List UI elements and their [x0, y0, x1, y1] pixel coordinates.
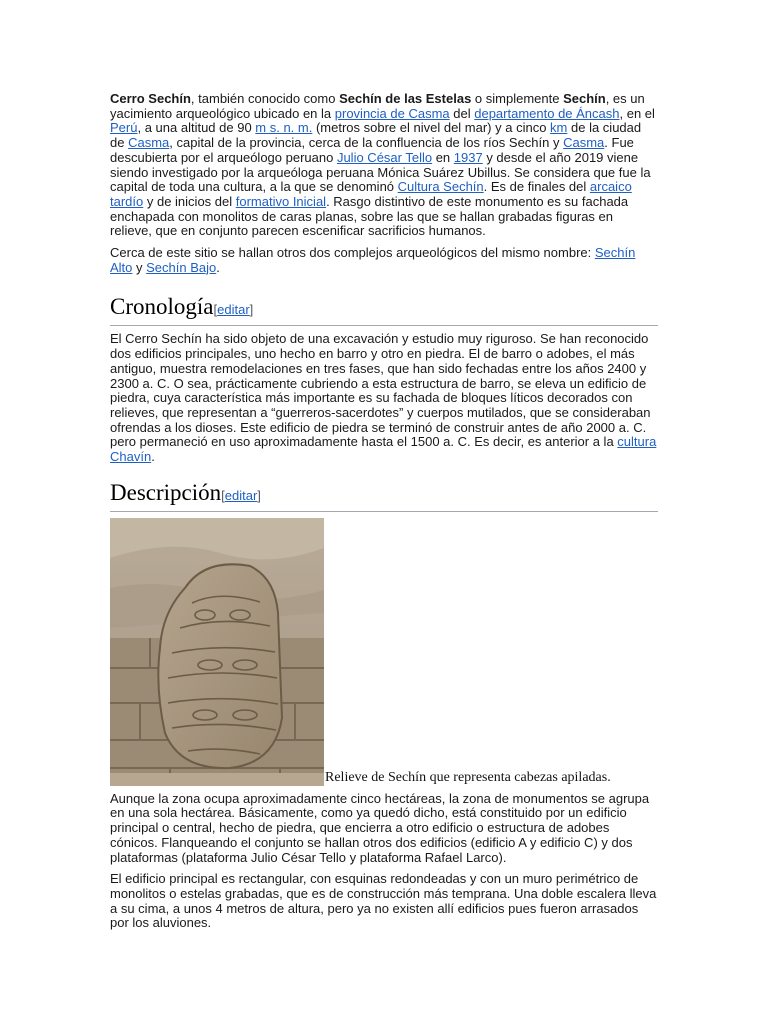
text-run: Aunque la zona ocupa aproximadamente cinco hectáreas, la zona de monumentos se agrupa en una sola hectárea. Básicamente, como ya quedó dicho, está constituido por un edificio principal o central, hecho de piedra, que encierra a otro edificio o estructura de adobes cónicos. Flanqueando el conjunto se hallan otros dos edificios (edificio A y edificio C) y dos plataformas (plataforma Julio César Tello y plataforma Rafael Larco). — [110, 790, 650, 865]
stone-relief-photo[interactable] — [110, 518, 324, 786]
inline-link[interactable]: Casma — [563, 135, 605, 151]
edit-section-link: [editar] — [221, 487, 261, 503]
text-run: Cerca de este sitio se hallan otros dos complejos arqueológicos del mismo nombre: — [110, 245, 595, 261]
inline-link[interactable]: cultura Chavín — [110, 434, 657, 465]
bold-term: Cerro Sechín — [110, 91, 191, 106]
text-run: en — [432, 149, 454, 165]
section-heading-cronologia: Cronología[editar] — [110, 293, 658, 326]
figure — [110, 518, 658, 786]
inline-link[interactable]: formativo Inicial — [235, 193, 327, 209]
edit-section-link: [editar] — [213, 302, 254, 318]
inline-link[interactable]: departamento de Áncash — [474, 105, 620, 121]
figure-caption: Relieve de Sechín que representa cabezas apiladas. — [325, 769, 611, 785]
text-run: . Es de finales del — [483, 179, 590, 195]
article — [110, 92, 658, 938]
text-run: , capital de la provincia, cerca de la confluencia de los ríos Sechín y — [169, 135, 564, 151]
section-heading-descripcion: Descripción[editar] — [110, 479, 658, 512]
text-run: , a una altitud de 90 — [137, 120, 256, 136]
text-run: . Rasgo distintivo de este monumento es su fachada enchapada con monolitos de caras planas, sobre las que se hallan grabadas figuras en relieve, que en conjunto parecen escenificar sacrificios humanos. — [110, 193, 629, 239]
inline-link[interactable]: 1937 — [453, 149, 483, 165]
bold-term: Sechín de las Estelas — [339, 91, 472, 106]
intro-paragraph-2 — [110, 246, 658, 275]
text-run: , es un yacimiento arqueológico ubicado en la — [110, 91, 645, 121]
inline-link[interactable]: m s. n. m. — [255, 120, 313, 136]
text-run: . Fue descubierta por el arqueólogo peruano — [110, 135, 634, 165]
descripcion-paragraph — [110, 792, 658, 866]
text-run: El edificio principal es rectangular, con esquinas redondeadas y con un muro perimétrico de monolitos o estelas grabadas, que es de construcción más temprana. Una doble escalera lleva a su cima, a unos 4 metros de altura, pero ya no existen allí edificios pues fueron arrasados por los aluviones. — [110, 871, 657, 931]
edit-link-descripcion[interactable]: editar — [224, 487, 258, 503]
inline-link[interactable]: arcaico tardío — [110, 179, 632, 209]
text-run: o simplemente — [471, 91, 564, 106]
inline-link[interactable]: km — [550, 120, 568, 136]
text-run: . — [216, 259, 220, 275]
inline-link[interactable]: Julio César Tello — [336, 149, 433, 165]
inline-link[interactable]: provincia de Casma — [334, 105, 450, 121]
inline-link[interactable]: Casma — [128, 135, 170, 151]
edit-link-cronologia[interactable]: editar — [217, 302, 250, 318]
text-run: de la ciudad de — [110, 120, 642, 151]
text-run: . — [151, 449, 155, 465]
text-run: y de inicios del — [143, 193, 236, 209]
intro-paragraph — [110, 92, 658, 239]
text-run: y desde el año 2019 viene siendo investigado por la arqueóloga peruana Mónica Suárez Ubillus. Se considera que fue la capital de toda una cultura, a la que se denominó — [110, 149, 651, 195]
cronologia-paragraph — [110, 332, 658, 464]
text-run: (metros sobre el nivel del mar) y a cinco — [312, 120, 551, 136]
text-run: y — [132, 259, 147, 275]
inline-link[interactable]: Cultura Sechín — [397, 179, 484, 195]
descripcion-paragraph-2 — [110, 872, 658, 931]
inline-link[interactable]: Sechín Bajo — [146, 259, 217, 275]
text-run: , en el — [619, 105, 655, 121]
text-run: El Cerro Sechín ha sido objeto de una excavación y estudio muy riguroso. Se han reconocido dos edificios principales, uno hecho en barro y otro en piedra. El de barro o adobes, el más antiguo, muestra remodelaciones en tres fases, que han sido fechadas entre los años 2400 y 2300 a. C. O sea, prácticamente cubriendo a esta estructura de barro, se eleva un edificio de piedra, cuya característica más importante es su fachada de bloques líticos decorados con relieves, que representan a “guerreros-sacerdotes” y cuerpos mutilados, que se consideraban ofrendas a los dioses. Este edificio de piedra se terminó de construir antes de año 2000 a. C. pero permaneció en uso aproximadamente hasta el 1500 a. C. Es decir, es anterior a la — [110, 331, 651, 450]
text-run: del — [449, 105, 475, 121]
bold-term: Sechín — [563, 91, 606, 106]
inline-link[interactable]: Perú — [110, 120, 138, 136]
inline-link[interactable]: Sechín Alto — [110, 245, 636, 275]
text-run: , también conocido como — [190, 91, 340, 106]
